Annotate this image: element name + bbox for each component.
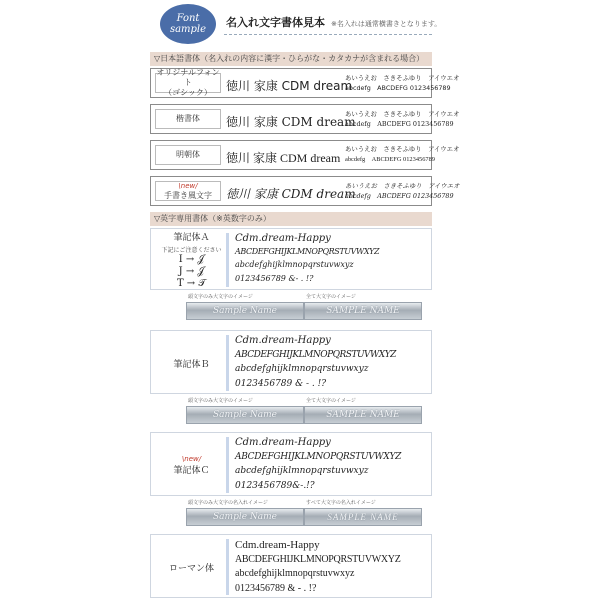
alpha-sample-gothic: abcdefg ABCDEFG 0123456789 [345, 84, 451, 92]
script-a-sample-line: Cdm.dream-Happy [235, 233, 331, 244]
script-a-letter-note-3: T → 𝒯 [176, 278, 207, 289]
script-b-plate-capitalized: Sample Name [186, 406, 304, 424]
title-divider [224, 34, 432, 35]
script-c-plate-uppercase: SAMPLE NAME [304, 508, 422, 526]
script-a-uppercase: ABCDEFGHIJKLMNOPQRSTUVWXYZ [235, 247, 380, 256]
font-label-gothic [155, 68, 221, 97]
font-sample-mincho: 徳川 家康 CDM dream [226, 151, 341, 165]
kana-sample-handwriting: あいうえお さきそふゆり アイウエオ [345, 182, 460, 190]
script-a-plate-capitalized: Sample Name [186, 302, 304, 320]
script-c-caption-left: 頭文字のみ大文字の名入れイメージ [188, 500, 268, 506]
page-title-text: 名入れ文字書体見本 [226, 16, 325, 29]
font-card-script-c [150, 432, 432, 496]
new-badge-handwriting: \new/ [178, 182, 198, 190]
script-b-sample-line: Cdm.dream-Happy [235, 335, 331, 346]
roman-lowercase: abcdefghijklmnopqrstuvwxyz [235, 568, 355, 579]
page-title [226, 14, 441, 30]
font-label-script-a [157, 233, 229, 287]
english-fonts-band: ▽英字専用書体（※英数字のみ） [150, 212, 432, 226]
badge-line2: sample [169, 24, 207, 35]
font-name-script-a: 筆記体Ａ [173, 233, 210, 243]
alpha-sample-kaisho: abcdefg ABCDEFG 0123456789 [345, 120, 454, 128]
roman-uppercase: ABCDEFGHIJKLMNOPQRSTUVWXYZ [235, 554, 401, 565]
font-sample-badge [160, 4, 216, 44]
font-card-roman [150, 534, 432, 598]
script-a-letter-note-1: I → 𝒥 [178, 254, 205, 265]
font-name-script-b: 筆記体Ｂ [173, 359, 210, 370]
alpha-sample-mincho: abcdefg ABCDEFG 0123456789 [345, 156, 435, 163]
script-a-caption-left: 頭文字のみ大文字のイメージ [188, 294, 253, 300]
font-sample-kaisho: 徳川 家康 CDM dream [226, 115, 356, 129]
font-card-script-a [150, 228, 432, 290]
alpha-sample-handwriting: abcdefg ABCDEFG 0123456789 [345, 192, 454, 200]
font-label-kaisho: 楷書体 [155, 109, 221, 129]
font-row-handwriting [150, 176, 460, 206]
script-a-plate-uppercase: SAMPLE NAME [304, 302, 422, 320]
roman-digits: 0123456789 & - . !? [235, 583, 317, 594]
font-label-handwriting-text: 手書き風文字 [164, 191, 212, 200]
script-b-caption-left: 頭文字のみ大文字のイメージ [188, 398, 253, 404]
script-c-caption-right: すべて大文字の名入れイメージ [306, 500, 376, 506]
script-b-lowercase: abcdefghijklmnopqrstuvwxyz [235, 364, 369, 374]
script-b-digits: 0123456789 & - . !? [235, 379, 327, 389]
font-row-mincho [150, 140, 460, 170]
script-a-caption-right: 全て大文字のイメージ [306, 294, 356, 300]
kana-sample-mincho: あいうえお さきそふゆり アイウエオ [345, 146, 460, 153]
font-label-mincho: 明朝体 [155, 145, 221, 165]
font-label-roman [157, 539, 229, 595]
script-c-uppercase: ABCDEFGHIJKLMNOPQRSTUVWXYZ [235, 452, 402, 462]
japanese-fonts-band: ▽日本語書体（名入れの内容に漢字・ひらがな・カタカナが含まれる場合） [150, 52, 432, 66]
font-row-kaisho [150, 104, 460, 134]
font-label-script-c [157, 437, 229, 493]
script-b-plate-uppercase: SAMPLE NAME [304, 406, 422, 424]
script-a-lowercase: abcdefghijklmnopqrstuvwxyz [235, 260, 354, 269]
kana-sample-kaisho: あいうえお さきそふゆり アイウエオ [345, 110, 460, 118]
roman-sample-line: Cdm.dream-Happy [235, 539, 320, 551]
script-c-digits: 0123456789&-.!? [235, 481, 315, 491]
font-card-script-b [150, 330, 432, 394]
script-a-caution: 下記にご注意ください [161, 247, 222, 254]
script-a-letter-note-2: J → 𝒥 [178, 266, 205, 277]
font-label-handwriting [155, 181, 221, 201]
font-row-gothic [150, 68, 460, 98]
font-sample-gothic: 徳川 家康 CDM dream [226, 79, 353, 93]
new-badge-script-c: \new/ [181, 454, 202, 463]
kana-sample-gothic: あいうえお さきそふゆり アイウエオ [345, 74, 460, 82]
title-note: ※名入れは通常横書きとなります。 [331, 20, 442, 28]
font-label-script-b [157, 335, 229, 391]
font-sample-handwriting: 徳川 家康 CDM dream [226, 187, 356, 201]
script-b-uppercase: ABCDEFGHIJKLMNOPQRSTUVWXYZ [235, 350, 396, 360]
font-label-gothic-line2: （ゴシック） [164, 88, 212, 97]
badge-line1: Font [176, 13, 200, 24]
script-a-digits: 0123456789 &- . !? [235, 274, 314, 283]
font-label-gothic-line1: オリジナルフォント [156, 68, 220, 87]
font-name-roman: ローマン体 [168, 563, 214, 574]
font-name-script-c: 筆記体Ｃ [173, 465, 210, 476]
script-c-plate-capitalized: Sample Name [186, 508, 304, 526]
script-b-caption-right: 全て大文字のイメージ [306, 398, 356, 404]
script-c-sample-line: Cdm.dream-Happy [235, 437, 331, 448]
script-c-lowercase: abcdefghijklmnopqrstuvwxyz [235, 466, 369, 476]
